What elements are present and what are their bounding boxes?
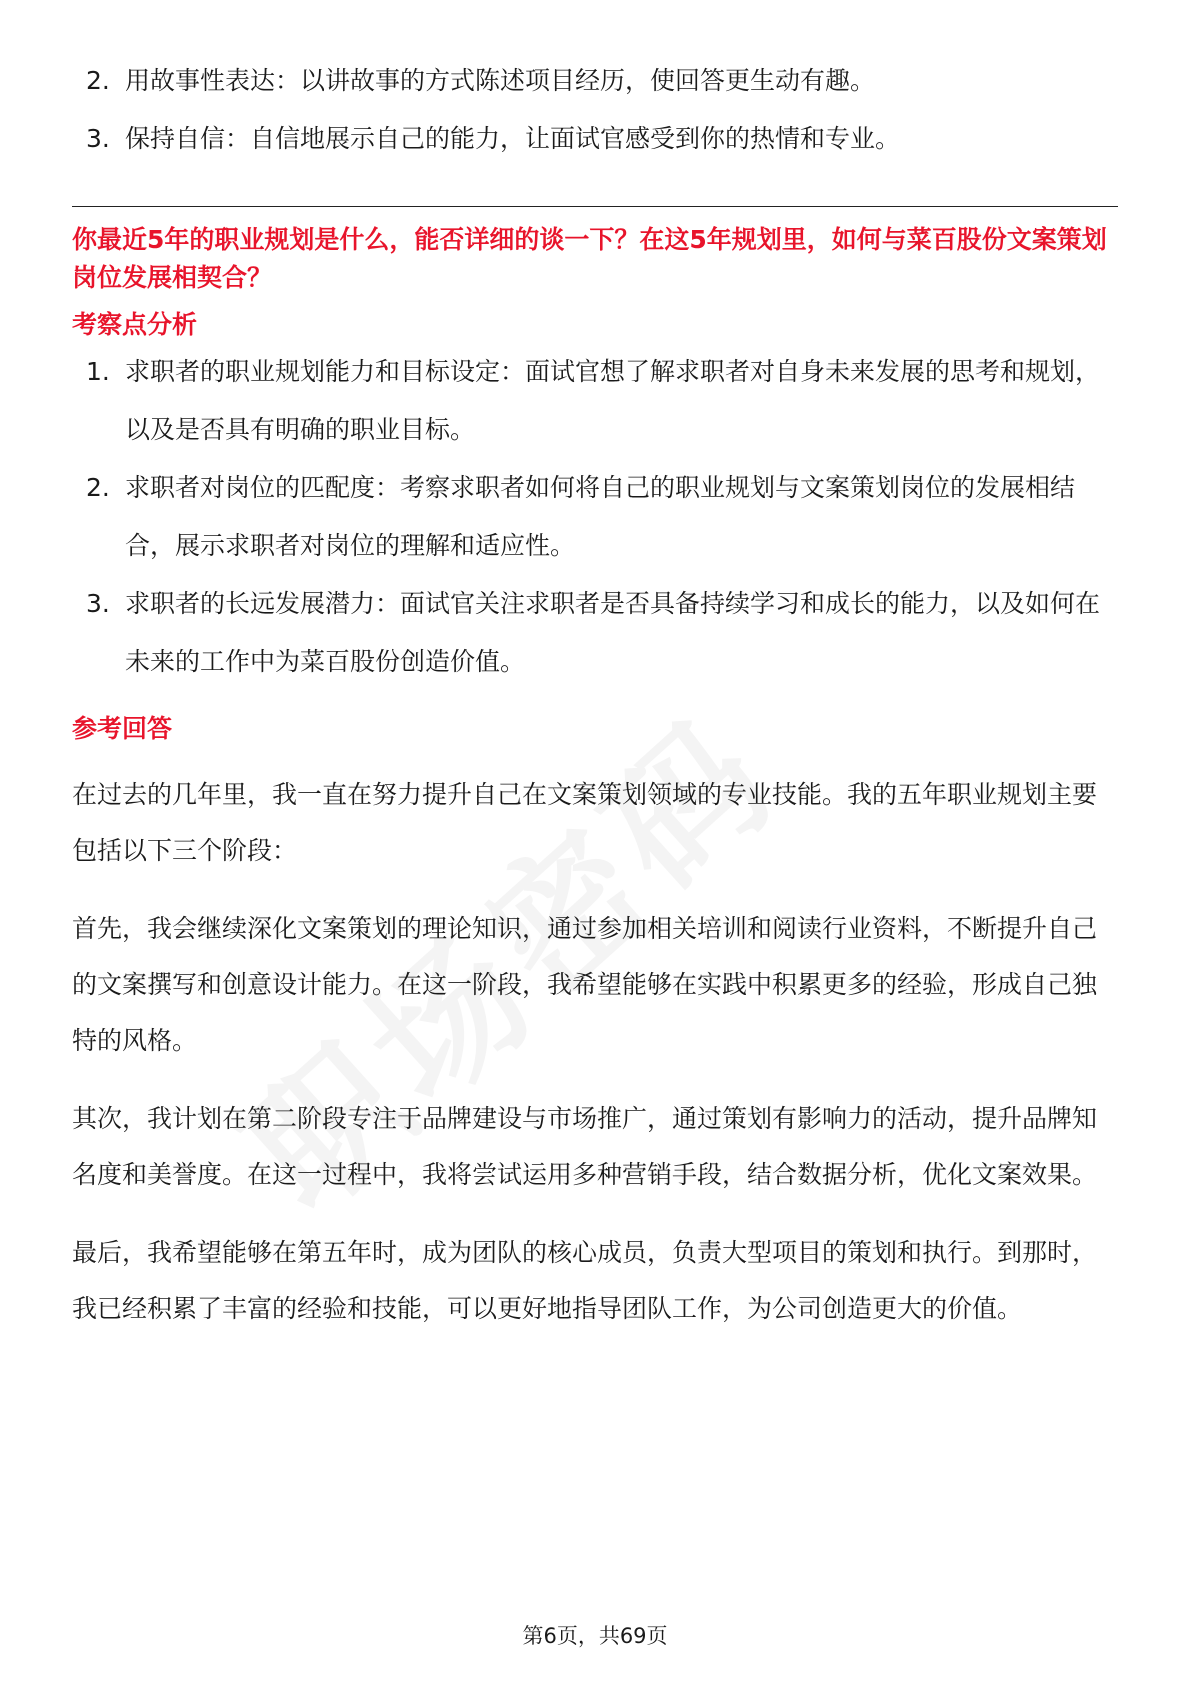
page-content — [72, 52, 1118, 1337]
list-item — [72, 110, 1118, 168]
question-heading: 你最近5年的职业规划是什么，能否详细的谈一下？在这5年规划里，如何与菜百股份文案策划岗位发展相契合？ — [72, 225, 1107, 292]
list-text: 求职者的长远发展潜力：面试官关注求职者是否具备持续学习和成长的能力，以及如何在未来的工作中为菜百股份创造价值。 — [125, 589, 1101, 676]
list-text: 用故事性表达：以讲故事的方式陈述项目经历，使回答更生动有趣。 — [125, 66, 876, 95]
list-text: 求职者对岗位的匹配度：考察求职者如何将自己的职业规划与文案策划岗位的发展相结合，展示求职者对岗位的理解和适应性。 — [125, 473, 1076, 560]
list-text: 求职者的职业规划能力和目标设定：面试官想了解求职者对自身未来发展的思考和规划，以及是否具有明确的职业目标。 — [125, 357, 1101, 444]
answer-title: 参考回答 — [72, 714, 173, 743]
list-item — [72, 575, 1118, 691]
list-number: 2. — [86, 473, 110, 502]
list-item — [72, 343, 1118, 459]
tips-list — [72, 52, 1118, 168]
list-number: 3. — [86, 589, 110, 618]
analysis-list — [72, 343, 1118, 691]
list-text: 保持自信：自信地展示自己的能力，让面试官感受到你的热情和专业。 — [125, 124, 901, 153]
list-number: 1. — [86, 357, 110, 386]
answer-paragraph: 在过去的几年里，我一直在努力提升自己在文案策划领域的专业技能。我的五年职业规划主要包括以下三个阶段： — [72, 780, 1098, 865]
list-number: 2. — [86, 66, 110, 95]
analysis-title: 考察点分析 — [72, 310, 198, 339]
answer-paragraph: 最后，我希望能够在第五年时，成为团队的核心成员，负责大型项目的策划和执行。到那时，我已经积累了丰富的经验和技能，可以更好地指导团队工作，为公司创造更大的价值。 — [72, 1238, 1098, 1323]
page-number: 第6页，共69页 — [522, 1624, 668, 1648]
answer-paragraph: 首先，我会继续深化文案策划的理论知识，通过参加相关培训和阅读行业资料，不断提升自己的文案撰写和创意设计能力。在这一阶段，我希望能够在实践中积累更多的经验，形成自己独特的风格。 — [72, 914, 1098, 1055]
list-item — [72, 459, 1118, 575]
list-number: 3. — [86, 124, 110, 153]
section-divider — [72, 206, 1118, 207]
list-item — [72, 52, 1118, 110]
answer-paragraph: 其次，我计划在第二阶段专注于品牌建设与市场推广，通过策划有影响力的活动，提升品牌知名度和美誉度。在这一过程中，我将尝试运用多种营销手段，结合数据分析，优化文案效果。 — [72, 1104, 1098, 1189]
